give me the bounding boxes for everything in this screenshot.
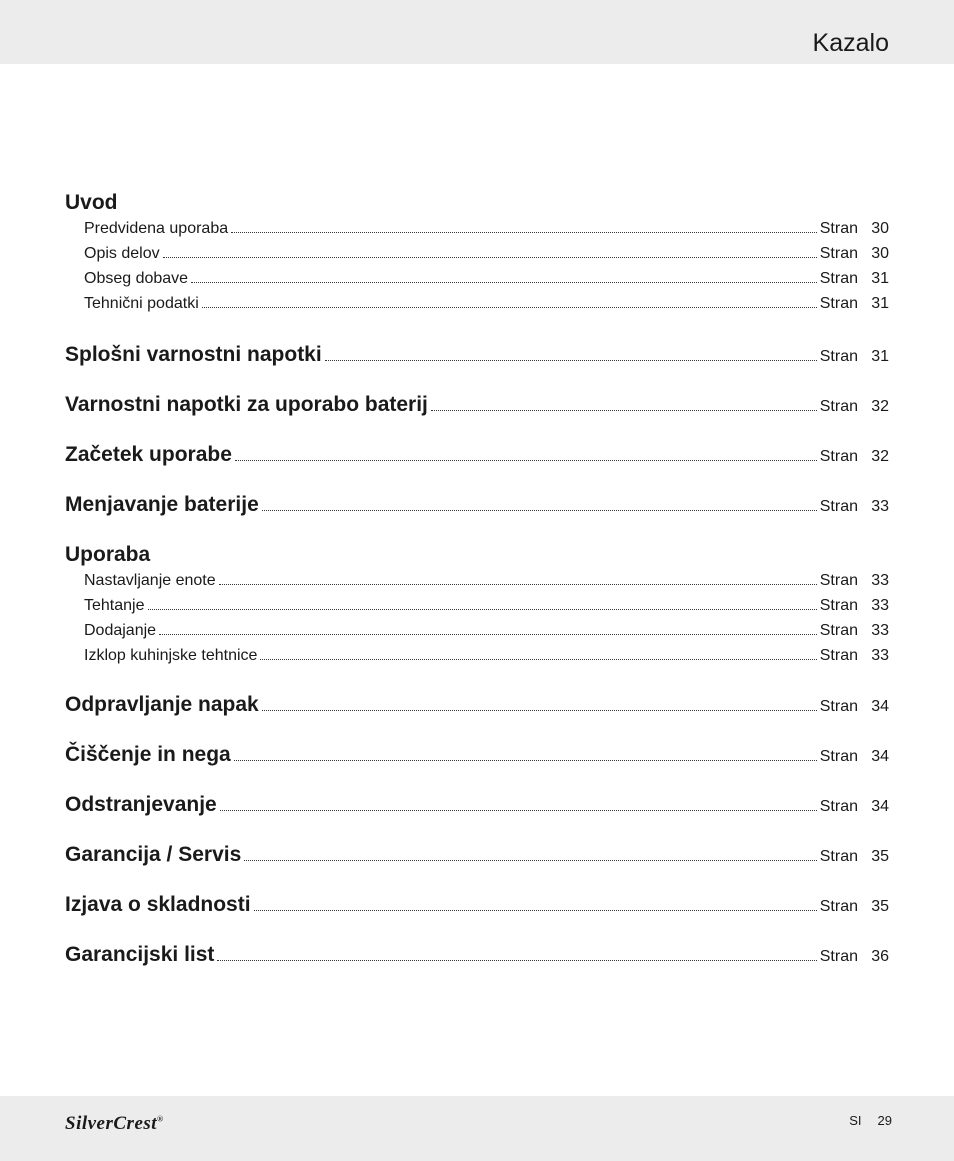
toc-page-ref [820,694,889,720]
toc-page-ref [820,394,889,420]
toc-page-ref [820,944,889,970]
page-ref-number: 34 [871,798,889,815]
brand-name: SilverCrest [65,1113,158,1134]
toc-section-label: Odpravljanje napak [65,693,259,716]
toc-entry-label: Dodajanje [84,622,157,639]
toc-section[interactable] [65,842,889,868]
toc-section[interactable] [65,392,889,418]
toc-entry[interactable] [65,266,889,291]
toc-group-title-use: Uporaba [65,543,151,566]
leader-dots [262,506,817,511]
toc-page-ref [820,291,889,316]
page-ref-number: 34 [871,698,889,715]
page-number: 29 [877,1113,892,1128]
page-ref-prefix: Stran [819,398,858,415]
page-ref-prefix: Stran [819,220,858,237]
page-ref-prefix: Stran [819,948,858,965]
page-ref-prefix: Stran [819,498,858,515]
leader-dots [254,906,817,911]
toc-section[interactable] [65,892,889,918]
leader-dots [231,228,817,233]
toc-section-label: Garancijski list [65,943,215,966]
page-ref-prefix: Stran [819,448,858,465]
page-ref-number: 33 [871,647,889,664]
toc-page-ref [820,266,889,291]
toc-entry[interactable] [65,568,889,593]
toc-section-label: Izjava o skladnosti [65,893,251,916]
page-ref-number: 30 [871,220,889,237]
page-ref-number: 32 [871,398,889,415]
toc-page-ref [820,794,889,820]
leader-dots [202,303,817,308]
leader-dots [234,756,817,761]
leader-dots [431,406,817,411]
page-ref-number: 31 [871,295,889,312]
toc-entry[interactable] [65,241,889,266]
page-ref-prefix: Stran [819,270,858,287]
leader-dots [325,356,817,361]
toc-section[interactable] [65,942,889,968]
page-ref-number: 34 [871,748,889,765]
registered-mark: ® [157,1114,164,1124]
toc-page-ref [820,216,889,241]
toc-entry[interactable] [65,593,889,618]
brand-logo [65,1113,164,1135]
toc-entry-label: Tehnični podatki [84,295,199,312]
toc-section-label: Garancija / Servis [65,843,242,866]
toc-page-ref [820,844,889,870]
toc-section[interactable] [65,342,889,368]
leader-dots [159,630,817,635]
toc-section-label: Menjavanje baterije [65,493,259,516]
toc-section[interactable] [65,692,889,718]
page-ref-number: 33 [871,498,889,515]
page-ref-number: 32 [871,448,889,465]
toc-entry[interactable] [65,618,889,643]
page-ref-prefix: Stran [819,798,858,815]
leader-dots [220,806,817,811]
toc-entry-label: Nastavljanje enote [84,572,216,589]
toc-page-ref [820,744,889,770]
page-ref-number: 35 [871,848,889,865]
toc-group-title-intro: Uvod [65,191,118,214]
toc-page-ref [820,894,889,920]
page-ref-prefix: Stran [819,348,858,365]
page-ref-prefix: Stran [819,698,858,715]
leader-dots [191,278,817,283]
page-ref-number: 33 [871,622,889,639]
page-ref-number: 35 [871,898,889,915]
toc-section-label: Varnostni napotki za uporabo baterij [65,393,428,416]
leader-dots [262,706,817,711]
toc-page-ref [820,241,889,266]
leader-dots [235,456,817,461]
toc-entry[interactable] [65,643,889,668]
toc-entry-label: Tehtanje [84,597,145,614]
page-ref-prefix: Stran [819,295,858,312]
toc-entry-label: Predvidena uporaba [84,220,229,237]
header-band [0,0,954,64]
toc-entry-label: Izklop kuhinjske tehtnice [84,647,258,664]
leader-dots [219,580,817,585]
page-ref-number: 33 [871,572,889,589]
page-ref-number: 36 [871,948,889,965]
page-ref-prefix: Stran [819,572,858,589]
toc-section-label: Začetek uporabe [65,443,232,466]
page-ref-prefix: Stran [819,245,858,262]
page-ref-number: 30 [871,245,889,262]
toc-section[interactable] [65,792,889,818]
toc-section[interactable] [65,742,889,768]
page-title: Kazalo [812,29,889,57]
toc-entry[interactable] [65,291,889,316]
toc-page-ref [820,494,889,520]
page-ref-prefix: Stran [819,898,858,915]
toc-entry-label: Opis delov [84,245,160,262]
page-ref-number: 31 [871,270,889,287]
leader-dots [244,856,816,861]
leader-dots [163,253,817,258]
toc-page-ref [820,618,889,643]
toc-section-label: Splošni varnostni napotki [65,343,322,366]
leader-dots [217,956,816,961]
page-ref-prefix: Stran [819,848,858,865]
toc-entry-label: Obseg dobave [84,270,189,287]
toc-section[interactable] [65,442,889,468]
toc-page-ref [820,568,889,593]
page-ref-prefix: Stran [819,647,858,664]
footer-meta [849,1113,892,1128]
toc-section-label: Odstranjevanje [65,793,217,816]
page-ref-prefix: Stran [819,748,858,765]
page-ref-prefix: Stran [819,597,858,614]
page-ref-prefix: Stran [819,622,858,639]
toc-page-ref [820,444,889,470]
toc-page-ref [820,344,889,370]
page-ref-number: 31 [871,348,889,365]
leader-dots [260,655,816,660]
toc-section[interactable] [65,492,889,518]
toc-page-ref [820,643,889,668]
leader-dots [148,605,817,610]
language-code: SI [849,1113,862,1128]
toc-page-ref [820,593,889,618]
toc-entry[interactable] [65,216,889,241]
page-ref-number: 33 [871,597,889,614]
table-of-contents [65,190,889,968]
toc-section-label: Čiščenje in nega [65,743,231,766]
